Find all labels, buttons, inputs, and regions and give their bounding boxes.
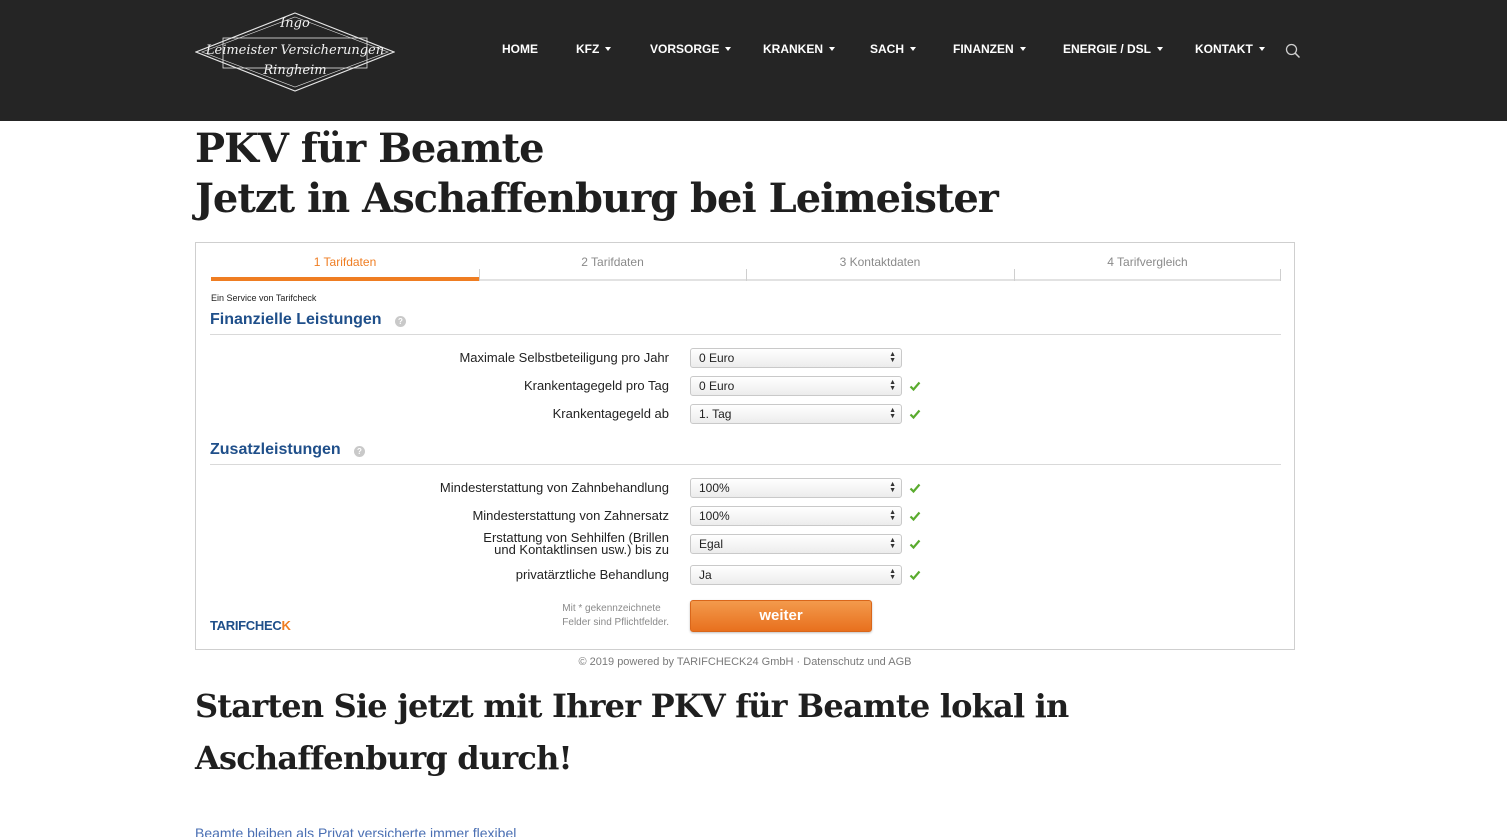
- service-note: Ein Service von Tarifcheck: [211, 293, 317, 303]
- checkmark-icon: [909, 408, 921, 420]
- select-arrows-icon: ▲ ▼: [889, 379, 896, 392]
- logo-text-first-name: Ingo: [280, 16, 310, 31]
- step-tab-label: 4 Tarifvergleich: [1107, 255, 1188, 269]
- checkmark-icon: [909, 538, 921, 550]
- step-tab-label: 3 Kontaktdaten: [839, 255, 921, 269]
- page-title-line-1: PKV für Beamte: [195, 125, 544, 172]
- select-arrows-icon: ▲ ▼: [889, 537, 896, 550]
- step-tab-label: 2 Tarifdaten: [581, 255, 644, 269]
- select-arrows-icon: ▲ ▼: [889, 351, 896, 364]
- field-label-krankentagegeld-ab: Krankentagegeld ab: [552, 406, 669, 421]
- select-arrows-icon: ▲ ▼: [889, 568, 896, 581]
- select-value: Ja: [699, 568, 712, 582]
- select-arrows-icon: ▲ ▼: [889, 407, 896, 420]
- tarifcheck-logo-accent: K: [281, 618, 291, 633]
- select-value: 0 Euro: [699, 379, 735, 393]
- footer-separator: ·: [796, 656, 801, 668]
- field-label-sehhilfen: [483, 532, 669, 556]
- select-krankentagegeld-ab[interactable]: [690, 404, 902, 424]
- tarifcheck-form-widget: [195, 242, 1295, 650]
- checkmark-icon: [909, 380, 921, 392]
- checkmark-icon: [909, 510, 921, 522]
- site-header: [0, 0, 1507, 121]
- nav-item-finanzen[interactable]: [953, 42, 1026, 56]
- caret-down-icon: [605, 47, 611, 51]
- caret-down-icon: [1020, 47, 1026, 51]
- help-icon[interactable]: ?: [395, 316, 406, 327]
- nav-item-label: KFZ: [576, 42, 600, 56]
- logo-text-company: Leimeister Versicherungen: [205, 43, 385, 58]
- select-value: 100%: [699, 509, 730, 523]
- select-value: Egal: [699, 537, 724, 551]
- nav-item-label: ENERGIE / DSL: [1063, 42, 1152, 56]
- nav-item-kranken[interactable]: [763, 42, 835, 56]
- field-label-zahnersatz: Mindesterstattung von Zahnersatz: [472, 508, 669, 523]
- tarifcheck-logo-main: TARIFCHEC: [210, 618, 282, 633]
- nav-item-vorsorge[interactable]: [650, 42, 731, 56]
- step-divider: [1280, 269, 1281, 281]
- select-selbstbeteiligung[interactable]: [690, 348, 902, 368]
- help-icon[interactable]: ?: [354, 446, 365, 457]
- nav-item-energie-dsl[interactable]: [1063, 42, 1163, 56]
- nav-item-label: HOME: [502, 42, 538, 56]
- nav-item-home[interactable]: [502, 42, 538, 56]
- step-tabs: [211, 253, 1281, 281]
- step-tab-2[interactable]: [479, 253, 746, 281]
- nav-item-label: KRANKEN: [763, 42, 823, 56]
- field-label-line: Erstattung von Sehhilfen (Brillen: [483, 530, 669, 545]
- field-label-zahnbehandlung: Mindesterstattung von Zahnbehandlung: [439, 480, 669, 495]
- page-title: [195, 124, 998, 224]
- privacy-link[interactable]: Datenschutz und AGB: [803, 656, 912, 668]
- caret-down-icon: [1157, 47, 1163, 51]
- search-icon[interactable]: [1285, 43, 1301, 59]
- select-value: 0 Euro: [699, 351, 735, 365]
- required-note-line: Mit * gekennzeichnete: [562, 603, 661, 614]
- select-value: 1. Tag: [699, 407, 732, 421]
- caret-down-icon: [1259, 47, 1265, 51]
- nav-item-sach[interactable]: [870, 42, 916, 56]
- site-logo[interactable]: [195, 12, 395, 92]
- select-arrows-icon: ▲ ▼: [889, 509, 896, 522]
- caret-down-icon: [725, 47, 731, 51]
- field-label-privataerztliche-behandlung: privatärztliche Behandlung: [515, 567, 669, 582]
- nav-item-label: FINANZEN: [953, 42, 1014, 56]
- section-divider: [210, 464, 1281, 465]
- weiter-button[interactable]: weiter: [690, 600, 872, 632]
- section-divider: [210, 334, 1281, 335]
- section-title-zusatzleistungen: Zusatzleistungen: [210, 441, 341, 458]
- field-label-selbstbeteiligung: Maximale Selbstbeteiligung pro Jahr: [459, 350, 669, 365]
- field-label-line: und Kontaktlinsen usw.) bis zu: [494, 542, 669, 557]
- tarifcheck-logo[interactable]: [210, 618, 291, 633]
- logo-text-location: Ringheim: [263, 63, 327, 78]
- caret-down-icon: [829, 47, 835, 51]
- article-link[interactable]: Beamte bleiben als Privat versicherte immer flexibel: [195, 825, 517, 837]
- field-label-krankentagegeld-pro-tag: Krankentagegeld pro Tag: [523, 378, 669, 393]
- step-tab-4[interactable]: [1014, 253, 1281, 281]
- select-zahnbehandlung[interactable]: [690, 478, 902, 498]
- sub-heading: Starten Sie jetzt mit Ihrer PKV für Beamte lokal in Aschaffenburg durch!: [195, 687, 1069, 777]
- required-fields-note: [562, 602, 669, 630]
- select-krankentagegeld-pro-tag[interactable]: [690, 376, 902, 396]
- section-title-finanzielle-leistungen: Finanzielle Leistungen: [210, 311, 382, 328]
- nav-item-kfz[interactable]: [576, 42, 611, 56]
- nav-item-label: KONTAKT: [1195, 42, 1253, 56]
- select-zahnersatz[interactable]: [690, 506, 902, 526]
- active-step-indicator: [211, 277, 479, 281]
- powered-by-note: [195, 656, 1295, 668]
- powered-by-text: © 2019 powered by TARIFCHECK24 GmbH: [578, 656, 794, 668]
- checkmark-icon: [909, 482, 921, 494]
- step-tab-3[interactable]: [746, 253, 1014, 281]
- step-tab-label: 1 Tarifdaten: [313, 255, 377, 269]
- step-tab-1[interactable]: [211, 253, 479, 281]
- select-value: 100%: [699, 481, 730, 495]
- nav-item-label: VORSORGE: [650, 42, 720, 56]
- nav-item-label: SACH: [870, 42, 905, 56]
- page-title-line-2: Jetzt in Aschaffenburg bei Leimeister: [195, 175, 998, 222]
- required-note-line: Felder sind Pflichtfelder.: [562, 617, 669, 628]
- nav-item-kontakt[interactable]: [1195, 42, 1265, 56]
- select-sehhilfen[interactable]: [690, 534, 902, 554]
- select-privataerztliche-behandlung[interactable]: [690, 565, 902, 585]
- checkmark-icon: [909, 569, 921, 581]
- select-arrows-icon: ▲ ▼: [889, 481, 896, 494]
- caret-down-icon: [910, 47, 916, 51]
